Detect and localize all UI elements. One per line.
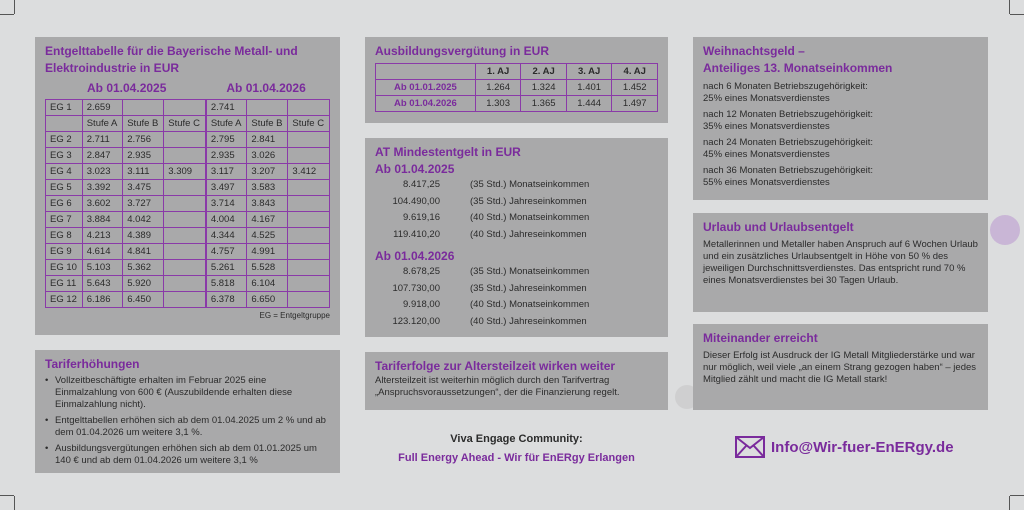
cell-value: 5.818 [206,276,247,292]
year-header: 4. AJ [612,64,658,80]
weihnacht-percent: 35% eines Monatsverdienstes [703,121,830,132]
cell-value: 2.741 [206,100,247,116]
cell-value [288,212,330,228]
at-panel [365,138,668,337]
at-period: Ab 01.04.2025 [375,162,455,176]
cell-value [164,148,206,164]
weihnacht-condition: nach 36 Monaten Betriebszugehörigkeit: [703,165,874,176]
at-row [375,227,658,244]
at-desc: (40 Std.) Jahreseinkommen [470,228,587,240]
at-value: 9.619,16 [403,212,440,223]
cell-value: 1.444 [566,96,612,112]
eg-label: EG 11 [46,276,83,292]
cell-value: 4.991 [247,244,288,260]
table-row [46,292,330,308]
at-value: 8.678,25 [403,266,440,277]
table-header-row [46,116,330,132]
at-desc: (35 Std.) Monatseinkommen [470,266,590,277]
cell-value: 3.207 [247,164,288,180]
cell-value: 1.365 [521,96,567,112]
weihnacht-subtitle: Anteiliges 13. Monatseinkommen [703,61,893,75]
at-value: 123.120,00 [392,315,440,327]
cell-value: 3.583 [247,180,288,196]
at-desc: (35 Std.) Jahreseinkommen [470,282,587,294]
cell-value: 1.401 [566,80,612,96]
at-period: Ab 01.04.2026 [375,249,455,263]
at-row [375,281,658,298]
cell-value: 3.884 [82,212,123,228]
alters-panel [365,352,668,410]
cell-value [288,196,330,212]
at-desc: (40 Std.) Monatseinkommen [470,212,590,223]
cell-value: 4.841 [123,244,164,260]
cell-value: 2.711 [82,132,123,148]
cell-value [288,276,330,292]
cell-value: 6.450 [123,292,164,308]
cell-value: 3.111 [123,164,164,180]
urlaub-text: Metallerinnen und Metaller haben Anspruch auf 6 Wochen Urlaub und ein zusätzliches Urlaubsentgelt in Höhe von 50 % des jeweiligen Durchschnittsverdienstes. Das entspricht rund 70 % eines Monatsverdienstes bei 30 Tagen Urlaub. [703,239,978,286]
stufe-header: Stufe A [206,116,247,132]
weihnacht-condition: nach 24 Monaten Betriebszugehörigkeit: [703,137,874,148]
at-row [375,264,658,281]
cell-value: 1.264 [475,80,521,96]
cell-value: 5.528 [247,260,288,276]
cell-value [288,292,330,308]
period-2025: Ab 01.04.2025 [87,81,167,95]
cell-value [164,276,206,292]
period-2026: Ab 01.04.2026 [226,81,306,95]
cell-value: 6.104 [247,276,288,292]
cell-value [288,148,330,164]
weihnacht-item [703,165,978,189]
weihnacht-condition: nach 12 Monaten Betriebszugehörigkeit: [703,109,874,120]
table-row [46,276,330,292]
cell-value: 3.497 [206,180,247,196]
table-header-row [376,64,658,80]
miteinander-title: Miteinander erreicht [703,331,818,345]
cell-value: 5.261 [206,260,247,276]
table-row [46,260,330,276]
eg-label: EG 10 [46,260,83,276]
cell-value [288,244,330,260]
eg-label: EG 1 [46,100,83,116]
eg-label: EG 7 [46,212,83,228]
entgelt-title: Entgelttabelle für die Bayerische Metall- und Elektroindustrie in EUR [45,44,298,75]
alters-title: Tariferfolge zur Altersteilzeit wirken weiter [375,359,616,373]
cell-value: 4.344 [206,228,247,244]
eg-label: EG 12 [46,292,83,308]
cell-value [164,132,206,148]
cell-value: 5.362 [123,260,164,276]
ausbildung-table [375,63,658,112]
urlaub-title: Urlaub und Urlaubsentgelt [703,220,854,234]
cell-value: 1.324 [521,80,567,96]
crop-mark [0,495,14,496]
cell-value: 3.843 [247,196,288,212]
at-row [375,297,658,314]
cell-value: 5.920 [123,276,164,292]
tarif-item: • Entgelttabellen erhöhen sich ab dem 01.04.2025 um 2 % und ab dem 01.04.2026 um weitere 3,1 %. [45,415,330,439]
tarif-item: • Ausbildungsvergütungen erhöhen sich ab dem 01.01.2025 um 140 € und ab dem 01.04.2026 um weitere 3,1 % [45,443,330,467]
cell-value [164,180,206,196]
at-value: 9.918,00 [403,299,440,310]
cell-value: 2.841 [247,132,288,148]
at-row [375,177,658,194]
contact [735,436,954,458]
cell-empty [376,64,476,80]
cell-value: 3.475 [123,180,164,196]
decorative-circle [990,215,1020,245]
at-value: 119.410,20 [393,228,440,240]
weihnacht-item [703,81,978,105]
weihnacht-percent: 45% eines Monatsverdienstes [703,149,830,160]
crop-mark [14,496,15,510]
miteinander-panel [693,324,988,410]
cell-value [164,244,206,260]
cell-value: 6.650 [247,292,288,308]
year-header: 3. AJ [566,64,612,80]
ausbildung-title: Ausbildungsvergütung in EUR [375,44,549,58]
at-value: 104.490,00 [392,195,440,207]
cell-value: 3.023 [82,164,123,180]
table-row [46,212,330,228]
urlaub-panel [693,213,988,312]
entgelt-table [45,99,330,308]
cell-value [164,196,206,212]
cell-value: 1.452 [612,80,658,96]
cell-value [164,228,206,244]
cell-value: 3.026 [247,148,288,164]
eg-label: EG 6 [46,196,83,212]
cell-value [164,292,206,308]
at-desc: (40 Std.) Monatseinkommen [470,299,590,310]
cell-value: 4.757 [206,244,247,260]
at-row [375,194,658,211]
crop-mark [1009,496,1010,510]
table-row [46,100,330,116]
cell-value: 4.614 [82,244,123,260]
table-row [376,96,658,112]
at-title: AT Mindestentgelt in EUR [375,145,521,159]
cell-value: 4.042 [123,212,164,228]
cell-value: 4.167 [247,212,288,228]
community-link[interactable]: Full Energy Ahead - Wir für EnERgy Erlangen [398,452,635,464]
table-row [376,80,658,96]
crop-mark [14,0,15,14]
row-label: Ab 01.04.2026 [376,96,476,112]
cell-value: 4.213 [82,228,123,244]
cell-value: 3.727 [123,196,164,212]
stufe-header: Stufe B [247,116,288,132]
cell-value: 3.714 [206,196,247,212]
weihnacht-title: Weihnachtsgeld – [703,44,805,58]
cell-value: 5.103 [82,260,123,276]
cell-value: 2.756 [123,132,164,148]
cell-value: 3.602 [82,196,123,212]
at-value: 8.417,25 [403,179,440,190]
tarif-title: Tariferhöhungen [45,357,140,371]
cell-value: 2.659 [82,100,123,116]
cell-value: 4.004 [206,212,247,228]
cell-value: 3.412 [288,164,330,180]
cell-empty [46,116,83,132]
crop-mark [0,14,14,15]
alters-text: Altersteilzeit ist weiterhin möglich durch den Tarifvertrag „Anspruchsvoraussetzungen“, der die Finanzierung regelt. [375,375,620,398]
cell-value: 3.309 [164,164,206,180]
cell-value [288,228,330,244]
row-label: Ab 01.01.2025 [376,80,476,96]
cell-value [288,132,330,148]
eg-label: EG 2 [46,132,83,148]
cell-empty [164,100,206,116]
entgelt-panel [35,37,340,335]
cell-empty [247,100,288,116]
ausbildung-panel [365,37,668,123]
community [365,430,668,468]
weihnacht-percent: 25% eines Monatsverdienstes [703,93,830,104]
cell-value: 4.389 [123,228,164,244]
cell-value: 2.795 [206,132,247,148]
eg-label: EG 9 [46,244,83,260]
table-row [46,164,330,180]
crop-mark [1009,0,1010,14]
stufe-header: Stufe C [164,116,206,132]
email-link[interactable]: Info@Wir-fuer-EnERgy.de [771,438,954,456]
cell-value: 2.847 [82,148,123,164]
at-desc: (35 Std.) Monatseinkommen [470,179,590,190]
cell-value: 6.378 [206,292,247,308]
at-desc: (35 Std.) Jahreseinkommen [470,195,587,207]
cell-value: 3.392 [82,180,123,196]
crop-mark [1010,495,1024,496]
table-row [46,196,330,212]
at-row [375,314,658,331]
cell-value [164,260,206,276]
at-value: 107.730,00 [392,282,440,294]
community-label: Viva Engage Community: [450,433,583,445]
crop-mark [1010,14,1024,15]
at-row [375,210,658,227]
tarif-item: • Vollzeitbeschäftigte erhalten im Februar 2025 eine Einmalzahlung von 600 € (Auszubildende erhalten diese Einmalzahlung nicht). [45,375,330,411]
weihnacht-panel [693,37,988,200]
cell-value: 6.186 [82,292,123,308]
cell-value: 1.497 [612,96,658,112]
table-row [46,148,330,164]
cell-value [288,180,330,196]
cell-empty [288,100,330,116]
cell-value: 3.117 [206,164,247,180]
eg-label: EG 8 [46,228,83,244]
miteinander-text: Dieser Erfolg ist Ausdruck der IG Metall Mitgliederstärke und war nur möglich, weil viele „an einem Strang gezogen haben“ – jedes Mitglied zählt und macht die IG Metall stark! [703,350,977,385]
table-row [46,180,330,196]
footnote: EG = Entgeltgruppe [259,311,330,320]
tarif-panel [35,350,340,473]
table-row [46,228,330,244]
eg-label: EG 4 [46,164,83,180]
cell-value [288,260,330,276]
eg-label: EG 5 [46,180,83,196]
cell-value: 1.303 [475,96,521,112]
cell-value [164,212,206,228]
weihnacht-item [703,137,978,161]
cell-value: 2.935 [123,148,164,164]
weihnacht-percent: 55% eines Monatsverdienstes [703,177,830,188]
stufe-header: Stufe A [82,116,123,132]
stufe-header: Stufe C [288,116,330,132]
cell-value: 4.525 [247,228,288,244]
year-header: 1. AJ [475,64,521,80]
weihnacht-item [703,109,978,133]
cell-value: 5.643 [82,276,123,292]
year-header: 2. AJ [521,64,567,80]
table-row [46,244,330,260]
eg-label: EG 3 [46,148,83,164]
mail-icon [735,436,765,458]
at-desc: (40 Std.) Jahreseinkommen [470,315,587,327]
cell-value: 2.935 [206,148,247,164]
stufe-header: Stufe B [123,116,164,132]
cell-empty [123,100,164,116]
weihnacht-condition: nach 6 Monaten Betriebszugehörigkeit: [703,81,868,92]
table-row [46,132,330,148]
